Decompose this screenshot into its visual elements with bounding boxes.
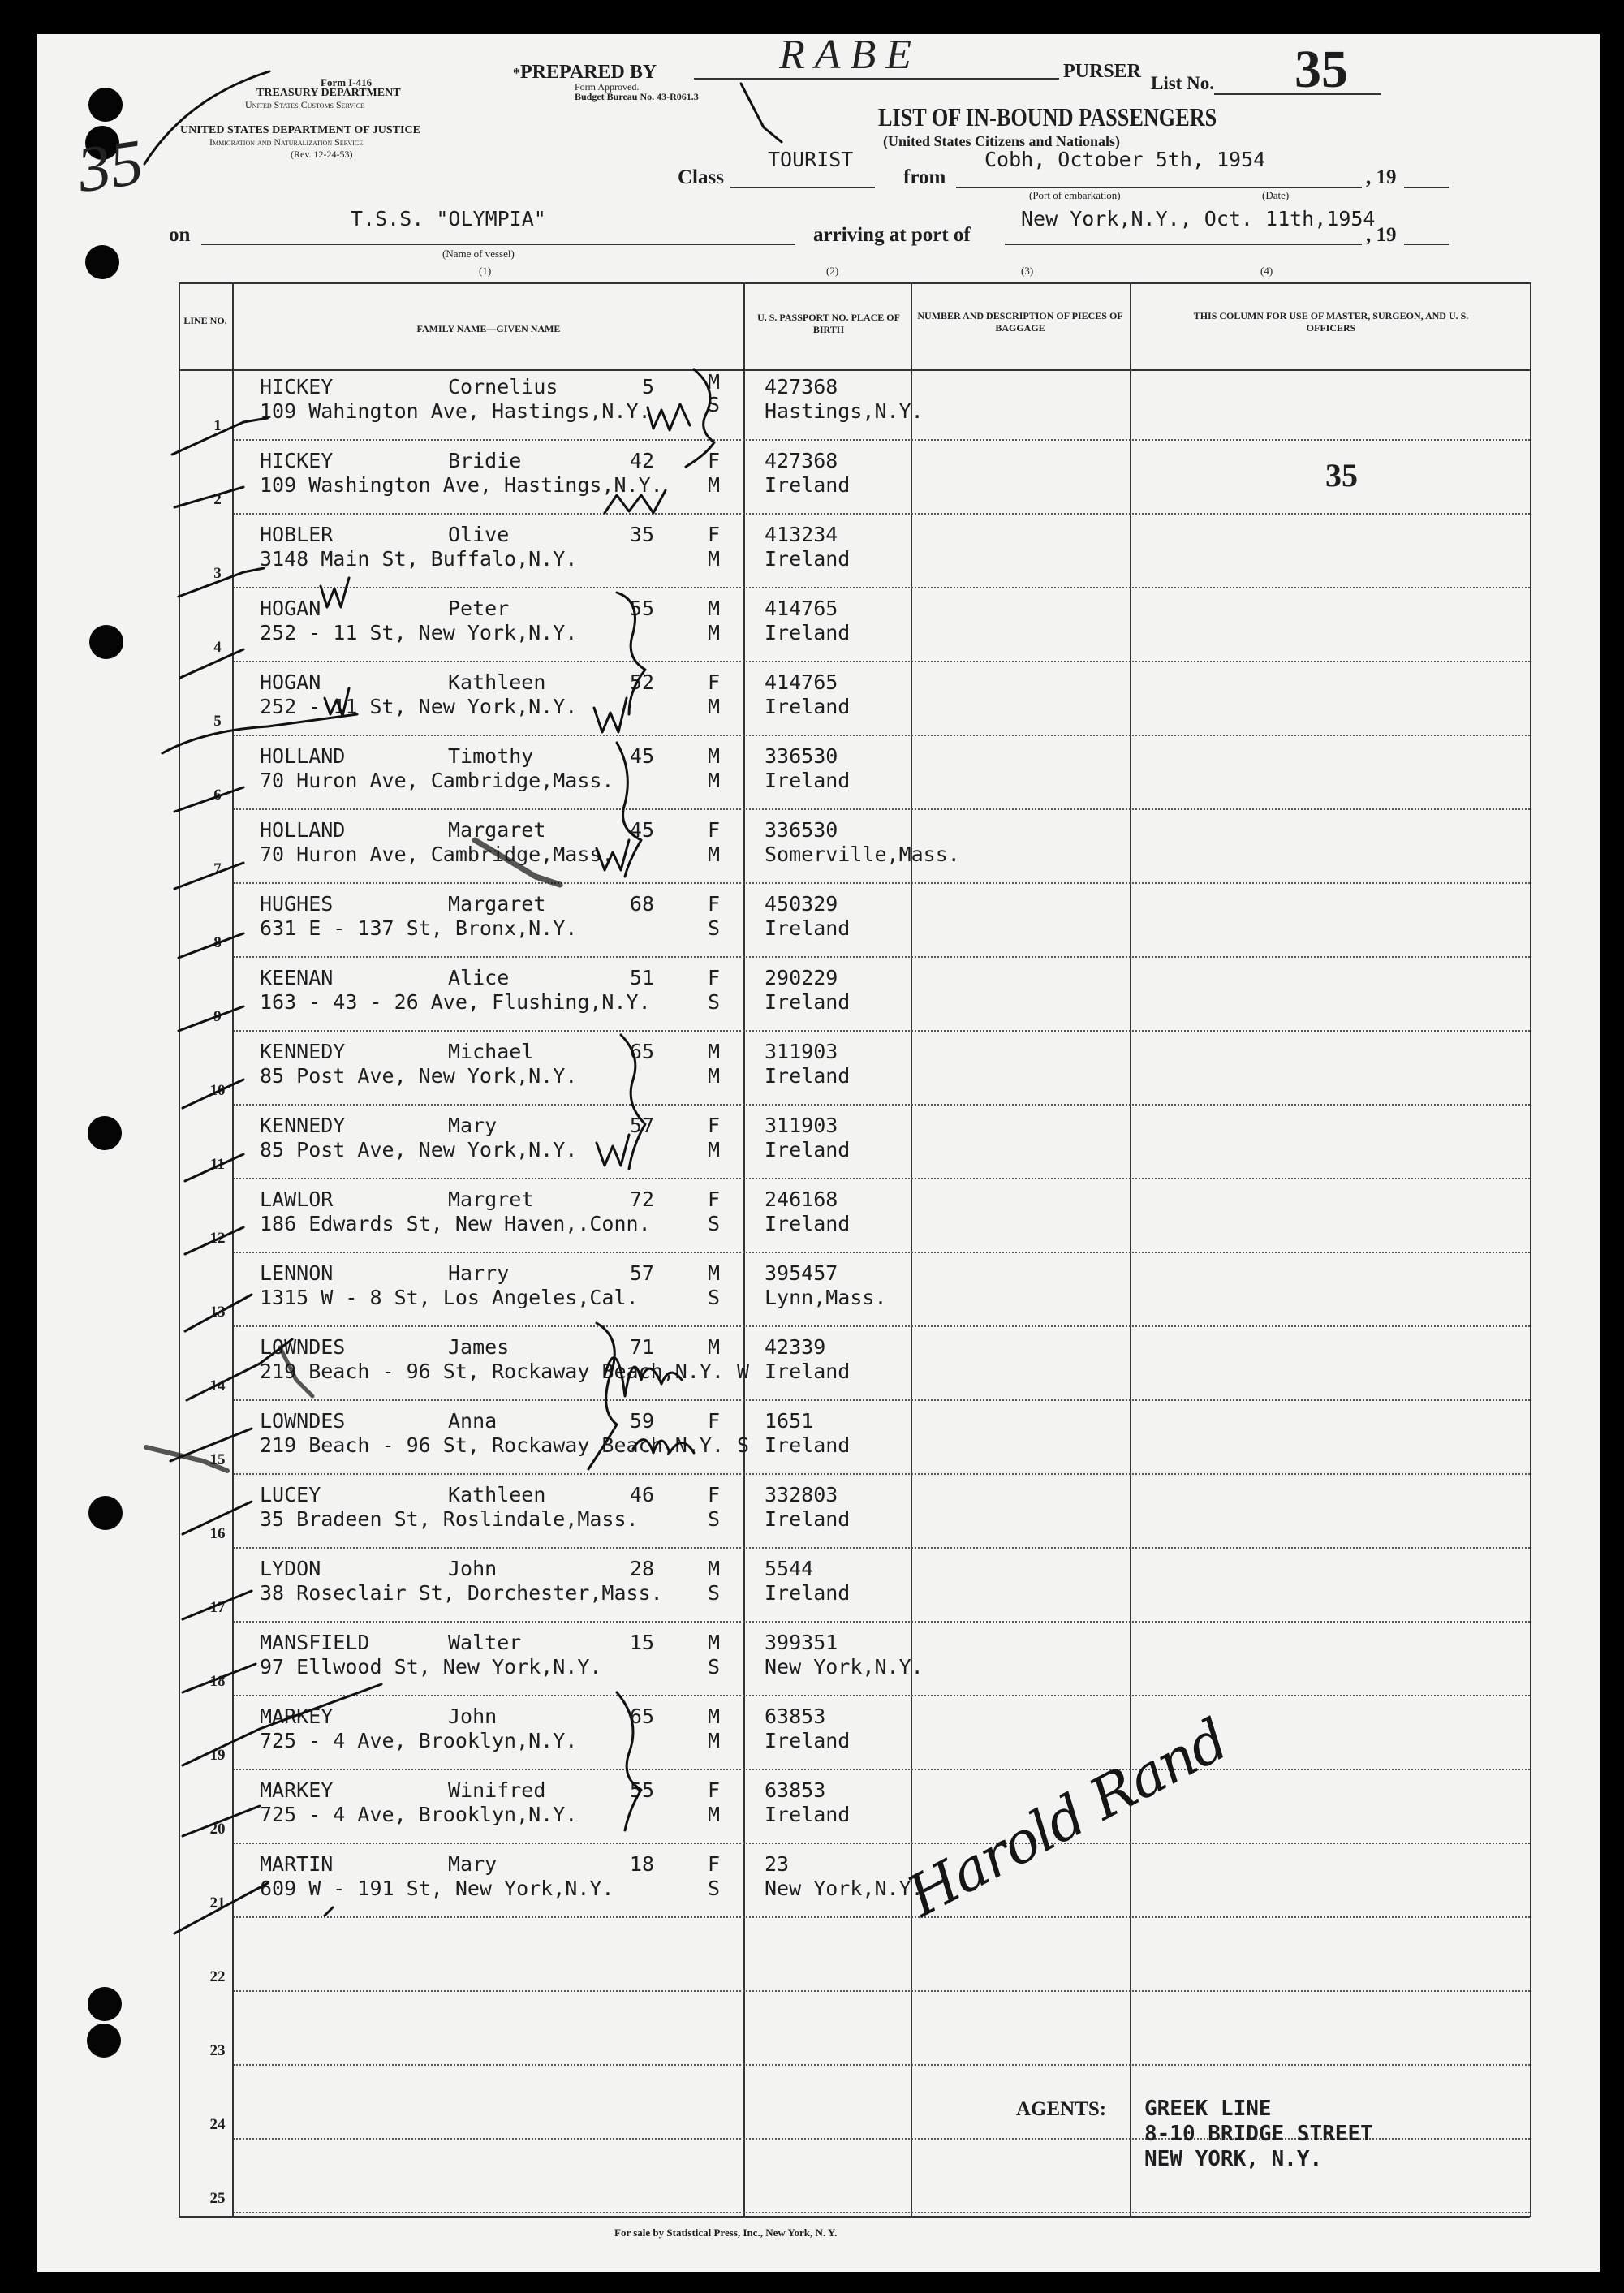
vessel-name: T.S.S. "OLYMPIA" — [351, 207, 546, 231]
table-right-border — [1530, 282, 1531, 2217]
form-number: Form I-416 — [321, 76, 373, 88]
table-row: 13 LENNON Harry 57 M S 1315 W - 8 St, Los Angeles,Cal. 395457 Lynn,Mass. — [209, 1261, 887, 1321]
year-line-2 — [1404, 244, 1449, 245]
handwritten-check-mark — [138, 65, 276, 170]
table-row: 8 HUGHES Margaret 68 F S 631 E - 137 St, Bronx,N.Y. 450329 Ireland — [213, 892, 851, 951]
table-row: 2 HICKEY Bridie 42 F M 109 Washington Ave, Hastings,N.Y. 427368 Ireland — [213, 449, 851, 508]
agents-label: AGENTS: — [1016, 2098, 1107, 2120]
vessel-line — [201, 244, 795, 245]
justice-dept: UNITED STATES DEPARTMENT OF JUSTICE — [180, 124, 420, 136]
agent-name: GREEK LINE — [1144, 2097, 1272, 2121]
table-row: 15 LOWNDES Anna 59 F S 219 Beach - 96 St, Rockaway Beach,N.Y. 1651 Ireland — [209, 1409, 851, 1468]
year-label-2: , 19 — [1366, 224, 1397, 246]
table-row: 10 KENNEDY Michael 65 M M 85 Post Ave, New York,N.Y. 311903 Ireland — [209, 1040, 851, 1099]
stamp-list-number: 35 — [1325, 457, 1358, 494]
table-row: 9 KEENAN Alice 51 F S 163 - 43 - 26 Ave, Flushing,N.Y. 290229 Ireland — [213, 966, 851, 1025]
punch-hole — [87, 2024, 121, 2058]
header-line-no: LINE NO. — [183, 315, 227, 326]
table-row: 24 — [209, 2116, 226, 2133]
ink-slash-mark — [734, 77, 808, 150]
prepared-by-handwriting: RABE — [779, 32, 922, 78]
table-row: 23 — [209, 2042, 226, 2059]
on-label: on — [169, 224, 191, 246]
arriving-line — [1005, 244, 1362, 245]
handwritten-list-number: 35 — [73, 126, 148, 207]
table-row: 12 LAWLOR Margret 72 F S 186 Edwards St, New Haven,.Conn. 246168 Ireland — [209, 1187, 851, 1247]
table-row: 17 LYDON John 28 M S 38 Roseclair St, Dorchester,Mass. 5544 Ireland — [209, 1557, 851, 1616]
agent-street: 8-10 BRIDGE STREET — [1144, 2122, 1373, 2146]
table-row: 11 KENNEDY Mary 57 F M 85 Post Ave, New York,N.Y. 311903 Ireland — [210, 1114, 851, 1173]
arriving-label: arriving at port of — [813, 224, 971, 246]
table-row: 16 LUCEY Kathleen 46 F S 35 Bradeen St, Roslindale,Mass. 332803 Ireland — [209, 1483, 851, 1542]
punch-hole — [88, 1116, 122, 1150]
list-no-label: List No. — [1151, 73, 1214, 93]
from-label: from — [903, 166, 946, 188]
ins-service: Immigration and Naturalization Service — [209, 136, 364, 148]
year-line-1 — [1404, 187, 1449, 188]
header-baggage: NUMBER AND DESCRIPTION OF PIECES OF BAGGAGE — [917, 310, 1123, 334]
port-embark-caption: (Port of embarkation) — [1029, 189, 1121, 201]
form-approved: Form Approved. — [575, 81, 640, 93]
form-subtitle: (United States Citizens and Nationals) — [883, 133, 1121, 149]
class-label: Class — [678, 166, 724, 188]
form-title: LIST OF IN-BOUND PASSENGERS — [878, 102, 1217, 131]
revision: (Rev. 12-24-53) — [291, 149, 353, 160]
col-num-4: (4) — [1260, 265, 1273, 277]
punch-hole — [85, 245, 119, 279]
from-line — [956, 187, 1362, 188]
table-row: 19 MARKEY John 65 M M 725 - 4 Ave, Brooklyn,N.Y. 63853 Ireland — [209, 1705, 851, 1764]
punch-hole — [88, 88, 123, 122]
header-passport: U. S. PASSPORT NO. PLACE OF BIRTH — [757, 312, 900, 335]
header-officers: THIS COLUMN FOR USE OF MASTER, SURGEON, AND U. S. OFFICERS — [1193, 310, 1469, 334]
arrival-port-date: New York,N.Y., Oct. 11th,1954 — [1021, 207, 1376, 231]
year-label-1: , 19 — [1366, 166, 1397, 188]
col-num-1: (1) — [479, 265, 492, 277]
table-row: 1 HICKEY Cornelius 5 M S 109 Wahington Ave, Hastings,N.Y. 427368 Hastings,N.Y. — [213, 370, 924, 434]
list-number: 35 — [1294, 40, 1348, 99]
budget-bureau: Budget Bureau No. 43-R061.3 — [575, 91, 699, 102]
vessel-caption: (Name of vessel) — [442, 248, 515, 260]
treasury-dept: TREASURY DEPARTMENT — [256, 87, 401, 99]
table-row: 20 MARKEY Winifred 55 F M 725 - 4 Ave, Brooklyn,N.Y. 63853 Ireland — [209, 1778, 851, 1838]
table-top-rule — [179, 282, 1530, 284]
from-value: Cobh, October 5th, 1954 — [984, 148, 1266, 171]
table-row: 22 — [209, 1968, 226, 1985]
table-row: 25 — [209, 2190, 226, 2207]
date-caption: (Date) — [1262, 189, 1290, 201]
table-row: 3 HOBLER Olive 35 F M 3148 Main St, Buffalo,N.Y. 413234 Ireland — [213, 523, 851, 582]
punch-hole — [88, 1496, 123, 1530]
prepared-by-label: *PREPARED BY — [513, 62, 657, 83]
purser-signature: Harold Rand — [897, 1706, 1238, 1930]
table-row: 7 HOLLAND Margaret 45 F M 70 Huron Ave, Cambridge,Mass. 336530 Somerville,Mass. — [213, 818, 960, 877]
class-value: TOURIST — [768, 148, 854, 171]
table-row: 5 HOGAN Kathleen 52 F M 252 - 11 St, New York,N.Y. 414765 Ireland — [213, 670, 851, 730]
customs-service: United States Customs Service — [245, 99, 364, 110]
printer-footer: For sale by Statistical Press, Inc., New York, N. Y. — [614, 2226, 838, 2239]
table-row: 6 HOLLAND Timothy 45 M M 70 Huron Ave, Cambridge,Mass. 336530 Ireland — [213, 744, 851, 804]
punch-hole — [89, 625, 123, 659]
col-num-3: (3) — [1021, 265, 1034, 277]
class-line — [730, 187, 875, 188]
table-row: 21 MARTIN Mary 18 F S 609 W - 191 St, New York,N.Y. 23 New York,N.Y. — [209, 1852, 924, 1912]
table-row: 4 HOGAN Peter 55 M M 252 - 11 St, New York,N.Y. 414765 Ireland — [213, 597, 851, 656]
agent-city: NEW YORK, N.Y. — [1144, 2147, 1323, 2171]
purser-label: PURSER — [1063, 61, 1142, 82]
table-row: 14 LOWNDES James 71 M W 219 Beach - 96 St, Rockaway Beach,N.Y. 42339 Ireland — [209, 1335, 851, 1394]
col-num-2: (2) — [826, 265, 839, 277]
header-name: FAMILY NAME—GIVEN NAME — [416, 323, 561, 334]
table-row: 18 MANSFIELD Walter 15 M S 97 Ellwood St, New York,N.Y. 399351 New York,N.Y. — [209, 1631, 924, 1690]
punch-hole — [88, 1987, 122, 2021]
